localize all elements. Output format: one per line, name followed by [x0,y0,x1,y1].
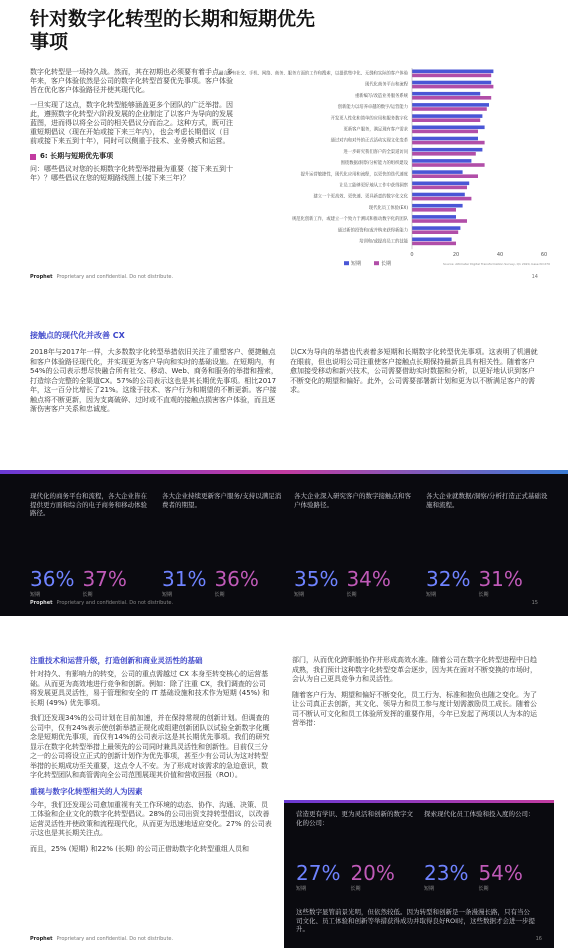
stat-short-value: 35% [294,567,339,591]
category-label: 更新客户服务，满足现有客户需求 [343,127,408,133]
category-label: 通过新的投资和/或并购来获得新能力 [337,228,408,234]
category-label: 让员工能够更好地从工作中获得洞察 [339,183,408,189]
stat-description: 各大企业深入研究客户的数字接触点和客户体验路径。 [294,492,411,509]
callout-short-value: 23% [424,861,469,885]
bar-long [412,230,458,234]
bar-short [412,193,465,197]
category-label: 培训和/或提高员工的技能 [359,239,408,245]
category-label: 开发更人性化和简单的应用和服务数字化 [330,116,408,122]
bar-long [412,85,493,89]
category-label: 重新编写/改造业务服务系统 [354,93,408,99]
bar-short [412,126,485,130]
callout-stat [296,810,414,892]
page-number: 16 [535,936,542,942]
page-number: 14 [531,274,538,280]
bar-short [412,92,480,96]
bar-short [412,170,463,174]
x-tick-label: 40 [496,252,504,259]
stat-short-value: 31% [162,567,207,591]
stat-long-value: 37% [82,567,127,591]
stat-short-value: 36% [30,567,75,591]
body-column-1: 2018年与2017年一样，大多数数字化转型举措依旧关注了重塑客户、便捷触点和客户体验路径现代化，并实现更为客户导向和实时的基础设施。在短期内，有54%的公司表示想尽快融合所有社交、移动、Web、商务和服务的举措和搜索，打造综合完整的全渠道CX。57%的公司表示这也是其长期优先事项。相比2017年，这一百分比增长了21%。这缘于技术、客户行为和期望的不断更新。客户接触点将不断更新，因为支离破碎、过时或不直观的接触点损害客户体验，而且逐渐伤害客户关系和忠诚度。 [30,348,278,413]
gradient-bar [284,800,554,803]
footer-text: Proprietary and confidential. Do not distribute. [56,600,174,606]
callout-stat-values [296,862,414,892]
callout-long-value: 54% [478,861,523,885]
section-heading: 接触点的现代化并改善 CX [30,331,125,340]
stat-short-label: 短期 [294,592,305,598]
gradient-bar [0,470,568,474]
bar-short [412,114,482,118]
survey-question: 问：哪些倡议对您的长期数字化转型举措最为重要（接下来五到十年）？哪些倡议在您的短期路线图上(接下来三年)？ [30,165,233,182]
legend-label-long: 长期 [381,261,392,268]
stat-values [30,568,152,598]
bar-long [412,186,467,190]
footer-brand: Prophet [30,274,53,280]
bar-long [412,107,487,111]
report-page-15-top [0,318,568,470]
page-footer [30,600,173,606]
category-label: 围绕数据/洞察/分析能力的组织建设 [340,161,408,167]
figure-heading [30,152,235,161]
callout-stat-description: 探索现代化员工体验和投入度的公司： [424,810,535,818]
stats-callout-box [284,800,554,948]
body-column-2: 以CX为导向的举措也代表着多短期和长期数字化转型优先事项。这表明了机遇就在眼前，但也说明公司注重使客户接触点长期保持最新且具有相关性。随着客户愈加接受移动和新兴技术，公司需要借助实时数据和分析，以更好地认识到客户不断变化的期望和偏好。此外，公司需要部署新计划和更为以不断满足客户的需求。 [290,348,538,394]
left-column [30,656,272,860]
bar-short [412,103,489,107]
para-people-2: 而且，25% (短期) 和22% (长期) 的公司正借助数字化转型重组人员和 [30,844,249,853]
callout-short-label: 短期 [424,886,435,892]
stat-long-label: 长期 [82,592,93,598]
stat-long-value: 36% [214,567,259,591]
stat-description: 现代化的商务平台和流程，各大企业皆在提供更方面和综合的电子商务和移动体验路径。 [30,492,147,517]
legend-swatch-long [374,261,379,265]
page-title: 针对数字化转型的长期和短期优先事项 [30,8,316,53]
stat-long-label: 长期 [214,592,225,598]
stat-values [162,568,284,598]
callout-note: 这些数字显管前景光明，但依然较低。因为转型和创新是一条漫漫长路，只有当公司文化、员工体验和创新等举措获得成功并取得良好ROI时，这些数据才会进一步提升。 [296,908,536,933]
priorities-bar-chart [218,64,554,278]
stat-card [162,492,284,602]
bar-short [412,226,460,230]
intro-text [30,68,235,189]
report-page-14 [0,0,568,290]
category-label: 创新能力以培养卓越的数字/运营能力 [337,105,408,111]
bar-long [412,197,471,201]
para-right-1: 部门，从而优化跨职能协作并形成高效水准。随着公司在数字化转型进程中日趋成熟，我们预计这种数字化转型变革会逐步，因为其在面对不断变换的市场时，会认为自己更具竞争力和灵活性。 [292,656,537,683]
category-label: 融合所有社交、手机、网络、商务、服务方面的工作和搜索，以提供集中化、无缝和实际的客户体验 [218,71,408,77]
bar-long [412,152,476,156]
bar-short [412,159,471,163]
legend-label-short: 短期 [351,261,362,268]
subheading-tech: 注重技术和运营升级，打造创新和商业灵活性的基础 [30,656,203,665]
bar-short [412,81,491,85]
report-page-16 [0,640,568,948]
bar-long [412,74,491,78]
stats-band [0,470,568,616]
para-right-2: 随着客户行为、期望和偏好不断变化，员工行为、标准和抱负也随之变化。为了让公司真正去创新，其文化、领导力和员工参与度计划需激励员工成长。随着公司不断认可文化和员工体验所发挥的重要作用，今年已发起了两项以人为本的运营举措： [292,690,537,727]
stat-long-label: 长期 [478,592,489,598]
footer-brand: Prophet [30,936,53,942]
category-label: 通过对内和对外的正式活动实现文化变革 [330,138,408,144]
bar-long [412,141,485,145]
bar-short [412,70,493,74]
bar-long [412,130,478,134]
bar-short [412,182,469,186]
bar-long [412,242,456,246]
subheading-people: 重视与数字化转型相关的人为因素 [30,786,143,796]
page-footer [30,936,173,942]
stat-values [294,568,416,598]
bar-long [412,118,480,122]
callout-long-value: 20% [350,861,395,885]
category-label: 现代化员工体验(EX) [368,205,408,211]
intro-para-2: 一旦实现了这点，数字化转型能够涵盖更多个团队的广泛举措。因此，遵照数字化转型六阶段发展的企业制定了以客户为导向的发展蓝图，进而得以将全公司的相关倡议分而治之。这种方式，既可注重短期倡议（现在开始或接下来三年内），也会考虑长期倡议（目前或接下来五到十年），同时可以侧重于技术、业务模式和运营。 [30,101,233,145]
callout-stat-description: 营造更有学识、更为灵活和创新的数字文化的公司： [296,810,413,827]
category-label: 建立一个更高效、更快速、更具新意的数字化文化 [313,194,408,200]
stat-card [426,492,548,602]
stat-short-label: 短期 [162,592,173,598]
stat-values [426,568,548,598]
page-number: 15 [531,600,538,606]
x-tick-label: 0 [410,252,414,259]
legend-swatch-short [344,261,349,265]
stat-description: 各大企业持续更新客户服务/支持以满足消费者的期望。 [162,492,282,509]
bar-long [412,174,478,178]
right-column [292,656,540,735]
bar-long [412,163,485,167]
stat-short-label: 短期 [426,592,437,598]
chart-svg [218,64,554,278]
stat-long-value: 34% [346,567,391,591]
category-label: 进一步研究我们客户的全渠道访问 [343,149,408,155]
stat-short-value: 32% [426,567,471,591]
stat-short-label: 短期 [30,592,41,598]
bar-short [412,148,482,152]
intro-para-1: 数字化转型是一场持久战。然而，其在初期也必须要有着手点。多年来，客户体验依然是公司的数字化转型首要优先事项。客户体验旨在优化客户体验路径并使其现代化。 [30,68,233,94]
category-label: 现代化商务平台和流程 [365,82,408,88]
callout-long-label: 长期 [478,886,489,892]
callout-long-label: 长期 [350,886,361,892]
x-tick-label: 20 [452,252,460,259]
stat-long-label: 长期 [346,592,357,598]
stat-card [30,492,152,602]
square-bullet-icon [30,154,36,160]
callout-stat [424,810,542,892]
bar-long [412,96,491,100]
footer-brand: Prophet [30,600,53,606]
bar-short [412,215,456,219]
stat-description: 各大企业就数据/洞察/分析打造正式基础设施和流程。 [426,492,548,509]
x-tick-label: 60 [540,252,548,259]
chart-source: Source: Altimeter Digital Transformation Survey, Q1 2020, base N=270 [443,262,550,267]
category-label: 提升运营敏捷性，现代化应用和流程，以更快的迭代速度 [300,172,408,178]
box-stats-row [296,810,542,892]
callout-short-label: 短期 [296,886,307,892]
bar-short [412,238,452,242]
bar-long [412,208,456,212]
para-tech-2: 我们还发现34%的公司计划在目前加速，并在保持常规的创新计划。但调查的公司中，仅有24%表示使创新举措正规化或组建创新团队以试验全新数字化概念是短期优先事项，而仅有14%的公司表示这是其长期优先事项。我们的研究显示在数字化转型举措上最领先的公司同时兼具灵活性和创新性。目前仅三分之一的公司将设立正式的创新计划作为优先事项，甚至少有公司认为这对转型举措的长期成功至关重要，这点令人不安。为了形成对该需求的急迫意识，数字化转型团队和高管需向全公司范围展现其价值和营收回报（ROI）。 [30,714,270,779]
page-footer [30,274,173,280]
para-tech-1: 针对持久、有影响力的转变，公司的重点需越过 CX 本身至转变核心的运营基础。从而更为高效地进行竞争和创新。例如：除了注重 CX，我们调查的公司将发展更具灵活性，易于管理和安全的 IT 基础设施和技术作为短期 (45%) 和长期 (49%) 优先事项。 [30,670,270,707]
bar-short [412,137,478,141]
bar-short [412,204,463,208]
callout-stat-values [424,862,542,892]
stat-long-value: 31% [478,567,523,591]
para-people-1: 今年，我们还发现公司愈加重视有关工作环境的动态、协作、沟通、决策、员工体验和企业文化的数字化转型倡议。28%的公司出资支持转型倡议，以改善运营灵活性并使政策和流程现代化，从而更为迅速地适应变化。27% 的公司表示这也是其长期关注点。 [30,800,272,837]
footer-text: Proprietary and confidential. Do not distribute. [56,274,174,280]
bar-long [412,219,467,223]
footer-text: Proprietary and confidential. Do not distribute. [56,936,174,942]
stat-card [294,492,416,602]
callout-short-value: 27% [296,861,341,885]
category-label: 规范化创新工作，或建立一个致力于测试和推动数字化的团队 [291,217,408,223]
figure-heading-label: 6: 长期与短期优先事项 [40,152,114,160]
